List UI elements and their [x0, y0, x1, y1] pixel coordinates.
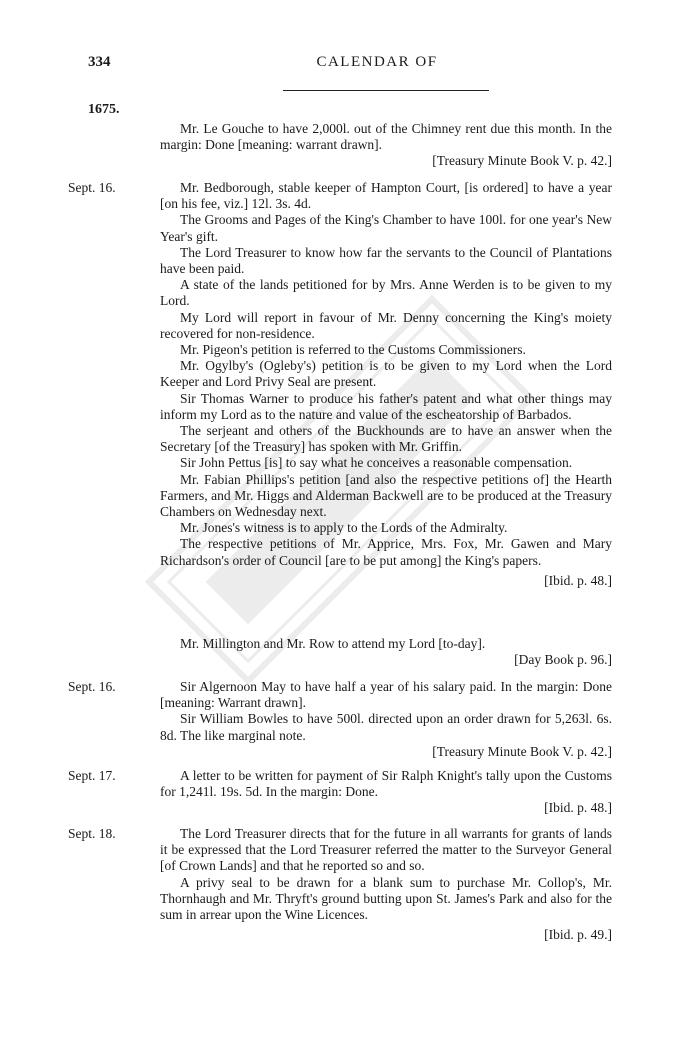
page-number: 334	[88, 54, 111, 70]
entry-date: Sept. 16.	[68, 180, 116, 195]
entry-date: Sept. 17.	[68, 768, 116, 783]
entry-body	[160, 180, 612, 589]
entry-paragraph: Mr. Pigeon's petition is referred to the Customs Commissioners.	[180, 342, 526, 358]
entry-paragraph: The Grooms and Pages of the King's Chamber to have 100l. for one year's New Year's gift.	[160, 212, 612, 244]
entry-paragraph: Mr. Jones's witness is to apply to the Lords of the Admiralty.	[180, 520, 508, 536]
source-reference: [Ibid. p. 49.]	[544, 927, 612, 943]
entry-paragraph: Mr. Millington and Mr. Row to attend my Lord [to-day].	[180, 636, 486, 651]
entry-body	[160, 121, 612, 170]
entry-body	[160, 636, 612, 668]
year-heading: 1675.	[88, 102, 120, 117]
entry-paragraph: Mr. Fabian Phillips's petition [and also the respective petitions of] the Hearth Farmers, and Mr. Higgs and Alderman Backwell are to be produced at the Treasury Chambers on Wednesday next.	[160, 471, 612, 520]
entry-body	[160, 826, 612, 943]
entry-date: Sept. 18.	[68, 826, 116, 841]
source-reference: [Treasury Minute Book V. p. 42.]	[432, 153, 612, 169]
entry-paragraph: A letter to be written for payment of Sir Ralph Knight's tally upon the Customs for 1,241l. 19s. 5d. In the margin: Done.	[160, 768, 612, 800]
running-title: CALENDAR OF	[316, 54, 438, 70]
entry-paragraph: The serjeant and others of the Buckhounds are to have an answer when the Secretary [of the Treasury] has spoken with Mr. Griffin.	[160, 423, 612, 455]
entry-paragraph: Mr. Bedborough, stable keeper of Hampton Court, [is ordered] to have a year [on his fee, viz.] 12l. 3s. 4d.	[160, 180, 612, 212]
entry-paragraph: The respective petitions of Mr. Apprice, Mrs. Fox, Mr. Gawen and Mary Richardson's order of Council [are to be put among] the King's papers.	[160, 536, 612, 568]
entry-paragraph: A privy seal to be drawn for a blank sum to purchase Mr. Collop's, Mr. Thornhaugh and Mr. Thryft's ground butting upon St. James's Park and also for the sum in arrear upon the Wine Licences.	[160, 874, 612, 923]
source-reference: [Treasury Minute Book V. p. 42.]	[432, 743, 612, 759]
entry-paragraph: Mr. Le Gouche to have 2,000l. out of the Chimney rent due this month. In the margin: Done [meaning: warrant drawn].	[160, 121, 612, 153]
entry-paragraph: My Lord will report in favour of Mr. Denny concerning the King's moiety recovered for non-residence.	[160, 309, 612, 341]
entry-paragraph: Sir William Bowles to have 500l. directed upon an order drawn for 5,263l. 6s. 8d. The like marginal note.	[160, 711, 612, 743]
entry-body	[160, 679, 612, 760]
entry-paragraph: Sir Algernoon May to have half a year of his salary paid. In the margin: Done [meaning: Warrant drawn].	[160, 679, 612, 711]
page-header	[88, 54, 606, 76]
entry-paragraph: Sir John Pettus [is] to say what he conceives a reasonable compensation.	[180, 455, 573, 471]
entry-paragraph: Sir Thomas Warner to produce his father's patent and what other things may inform my Lord as to the nature and value of the escheatorship of Barbados.	[160, 390, 612, 422]
source-reference: [Day Book p. 96.]	[514, 652, 612, 668]
source-reference: [Ibid. p. 48.]	[544, 800, 612, 816]
entry-paragraph: A state of the lands petitioned for by Mrs. Anne Werden is to be given to my Lord.	[160, 277, 612, 309]
source-reference: [Ibid. p. 48.]	[544, 572, 612, 588]
entry-body	[160, 768, 612, 817]
entry-paragraph: The Lord Treasurer directs that for the future in all warrants for grants of lands it be expressed that the Lord Treasurer referred the matter to the Surveyor General [of Crown Lands] and that he reported so and so.	[160, 826, 612, 874]
entry-date: Sept. 16.	[68, 679, 116, 694]
header-rule	[283, 90, 489, 91]
entry-paragraph: The Lord Treasurer to know how far the servants to the Council of Plantations have been paid.	[160, 244, 612, 277]
entry-paragraph: Mr. Ogylby's (Ogleby's) petition is to be given to my Lord when the Lord Keeper and Lord Privy Seal are present.	[160, 358, 612, 390]
